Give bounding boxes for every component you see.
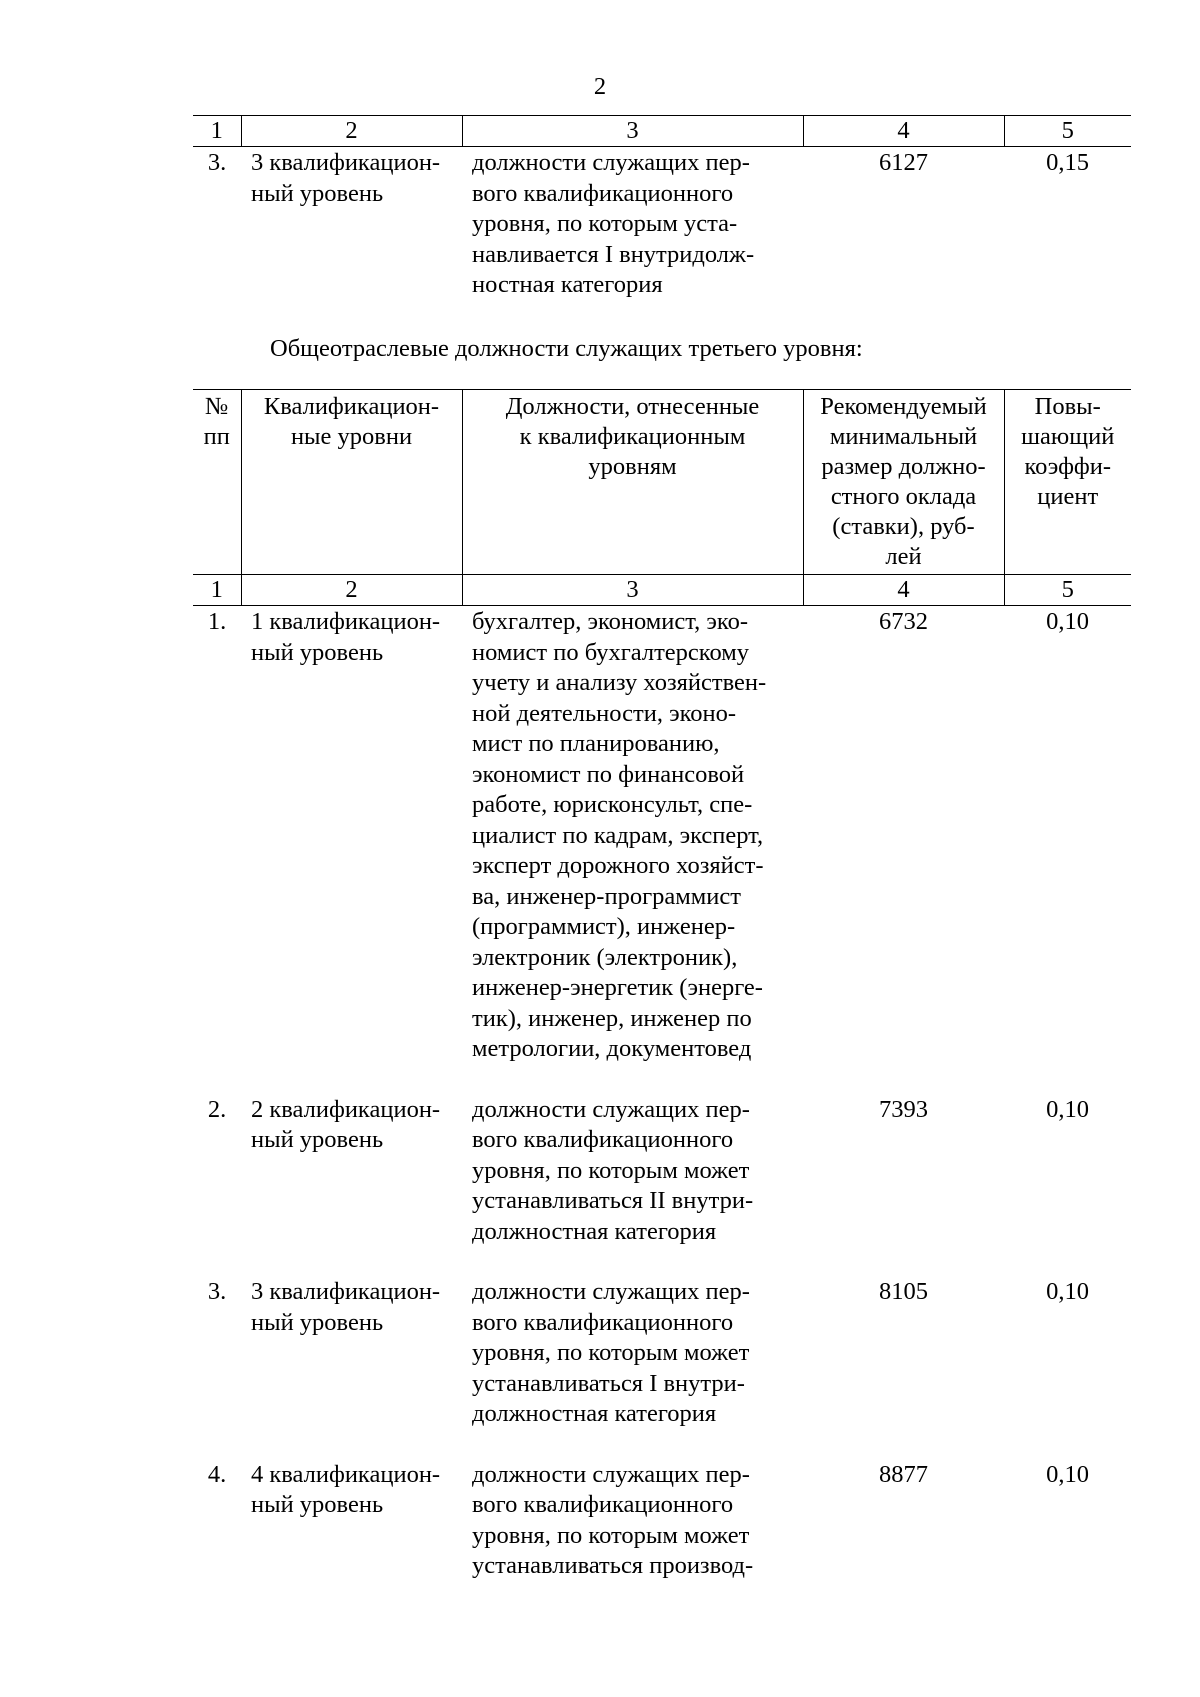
column-number: 5 xyxy=(1004,575,1131,606)
column-number: 2 xyxy=(241,575,462,606)
table-header-row xyxy=(193,390,1131,575)
salary-value: 6127 xyxy=(879,149,928,176)
row-number: 3. xyxy=(207,1278,227,1305)
table-main xyxy=(193,389,1131,1582)
positions-description: бухгалтер, экономист, эко- номист по бухгалтерскому учету и анализу хозяйствен- ной деятельности, эконо- мист по планированию, экономист по финансовой работе, юрисконсульт, спе- циалист по кадрам, эксперт, эксперт дорожного хозяйст- ва, инженер-программист (программист), инженер- электроник (электроник), инженер-энергетик (энерге- тик), инженер, инженер по метрологии, документовед xyxy=(472,608,767,1062)
salary-value: 8105 xyxy=(879,1278,928,1305)
column-number-row xyxy=(193,116,1131,147)
coefficient-value: 0,10 xyxy=(1046,1095,1089,1123)
header-level: Квалификацион- ные уровни xyxy=(241,390,462,575)
coefficient-value: 0,15 xyxy=(1046,149,1089,176)
salary-value: 8877 xyxy=(879,1460,928,1488)
qualification-level: 3 квалификацион- ный уровень xyxy=(251,149,441,207)
column-number: 3 xyxy=(462,575,803,606)
qualification-level: 1 квалификацион- ный уровень xyxy=(251,608,441,666)
qualification-level: 3 квалификацион- ный уровень xyxy=(251,1278,441,1336)
column-number-row xyxy=(193,575,1131,606)
positions-description: должности служащих пер- вого квалификационного уровня, по которым может устанавливаться производ- xyxy=(472,1460,754,1579)
qualification-level: 4 квалификацион- ный уровень xyxy=(251,1460,441,1518)
table-row xyxy=(193,1276,1131,1459)
header-positions: Должности, отнесенные к квалификационным уровням xyxy=(462,390,803,575)
table-row xyxy=(193,606,1131,1094)
table-row xyxy=(193,1459,1131,1582)
coefficient-value: 0,10 xyxy=(1046,1460,1089,1488)
header-salary: Рекомендуемый минимальный размер должно- стного оклада (ставки), руб- лей xyxy=(803,390,1004,575)
positions-description: должности служащих пер- вого квалификационного уровня, по которым может устанавливаться II внутри- должностная категория xyxy=(472,1095,754,1245)
column-number: 2 xyxy=(241,116,462,147)
row-number: 4. xyxy=(207,1460,227,1488)
column-number: 1 xyxy=(193,116,241,147)
column-number: 4 xyxy=(803,116,1004,147)
coefficient-value: 0,10 xyxy=(1046,1278,1089,1305)
column-number: 1 xyxy=(193,575,241,606)
table-row xyxy=(193,147,1131,301)
row-number: 2. xyxy=(207,1095,227,1123)
table-row xyxy=(193,1094,1131,1277)
section-title: Общеотраслевые должности служащих третьего уровня: xyxy=(270,335,863,362)
positions-description: должности служащих пер- вого квалификационного уровня, по которым может устанавливаться I внутри- должностная категория xyxy=(472,1278,750,1427)
salary-value: 6732 xyxy=(879,608,928,635)
salary-value: 7393 xyxy=(879,1095,928,1123)
page-number: 2 xyxy=(593,73,607,100)
column-number: 5 xyxy=(1004,116,1131,147)
header-num: № пп xyxy=(193,390,241,575)
positions-description: должности служащих пер- вого квалификационного уровня, по которым уста- навливается I внутридолж- ностная категория xyxy=(472,149,755,298)
row-number: 1. xyxy=(207,608,227,635)
table-continuation xyxy=(193,115,1131,301)
column-number: 4 xyxy=(803,575,1004,606)
header-coefficient: Повы- шающий коэффи- циент xyxy=(1004,390,1131,575)
row-number: 3. xyxy=(207,149,227,176)
column-number: 3 xyxy=(462,116,803,147)
qualification-level: 2 квалификацион- ный уровень xyxy=(251,1095,441,1153)
coefficient-value: 0,10 xyxy=(1046,608,1089,635)
